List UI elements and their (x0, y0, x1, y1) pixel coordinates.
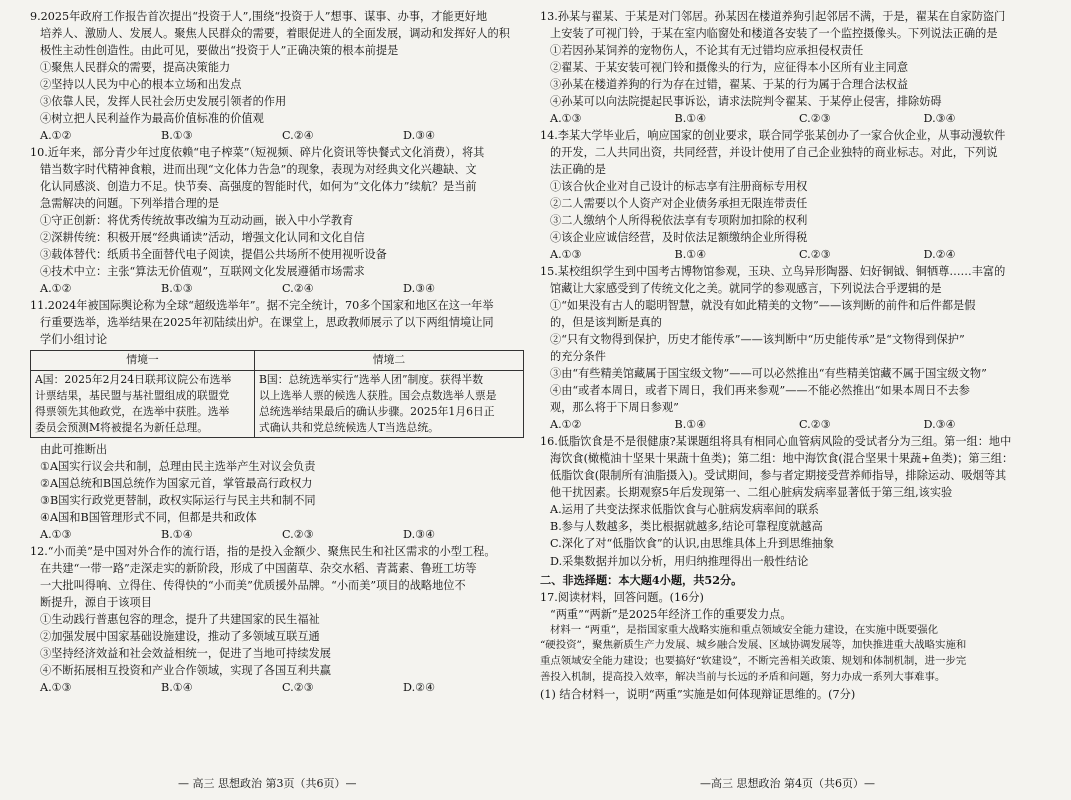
q13-option-c: C.②③ (799, 112, 831, 126)
q11-statement: ①A国实行议会共和制，总理由民主选举产生对议会负责 (40, 460, 316, 474)
q15-stem-line: 15.某校组织学生到中国考古博物馆参观，玉玦、立鸟异形陶器、妇好铜钺、铜牺尊……丰富的 (540, 265, 1006, 279)
q16-option: C.深化了对“低脂饮食”的认识,由思维具体上升到思维抽象 (550, 537, 835, 551)
q10-stem-line: 10.近年来，部分青少年过度依赖“电子榨菜”（短视频、碎片化资讯等快餐式文化消费），将其 (30, 146, 485, 160)
q15-statement: 的，但是该判断是真的 (550, 316, 662, 330)
scenario-2-line: 式确认共和党总统候选人T当选总统。 (258, 421, 439, 435)
q14-stem-line: 法正确的是 (550, 163, 606, 177)
q15-statement: ②“只有文物得到保护，历史才能传承”——该判断中“历史能传承”是“文物得到保护” (550, 333, 965, 347)
question-13 (540, 8, 1048, 127)
q15-option-c: C.②③ (799, 418, 831, 432)
q15-stem-line: 馆藏让大家感受到了传统文化之美。就同学的参观感言，下列说法合乎逻辑的是 (550, 282, 942, 296)
q10-options (30, 280, 524, 297)
q17-subquestion-1: (1) 结合材料一，说明“两重”实施是如何体现辩证思维的。(7分) (540, 687, 856, 701)
q11-option-d: D.③④ (403, 528, 436, 542)
q12-stem-line: 在共建“一带一路”走深走实的新阶段，形成了中国菌草、杂交水稻、青蒿素、鲁班工坊等 (40, 562, 477, 576)
question-16 (540, 433, 1048, 569)
q15-statement: ④由“或者本周日，或者下周日，我们再来参观”——不能必然推出“如果本周日不去参 (550, 384, 970, 398)
q12-statement: ④不断拓展相互投资和产业合作领域，实现了各国互利共赢 (40, 664, 331, 678)
q12-option-a: A.①③ (40, 681, 72, 695)
q11-option-a: A.①③ (40, 528, 72, 542)
q16-option: A.运用了共变法探求低脂饮食与心脏病发病率间的联系 (550, 503, 819, 517)
q10-statement: ①守正创新：将优秀传统故事改编为互动动画，嵌入中小学教育 (40, 214, 354, 228)
q9-statement: ①聚焦人民群众的需要，提高决策能力 (40, 61, 231, 75)
q12-option-d: D.②④ (403, 681, 436, 695)
q9-options (30, 127, 524, 144)
q13-option-a: A.①③ (550, 112, 582, 126)
q14-statement: ④该企业应诚信经营，及时依法足额缴纳企业所得税 (550, 231, 808, 245)
question-17 (540, 589, 1048, 703)
q16-option: D.采集数据并加以分析，用归纳推理得出一般性结论 (550, 554, 809, 568)
q9-stem-line: 9.2025年政府工作报告首次提出“投资于人”,围绕“投资于人”想事、谋事、办事，才能更好地 (30, 10, 488, 23)
q12-statement: ③坚持经济效益和社会效益相统一，促进了当地可持续发展 (40, 647, 331, 661)
q16-stem-line: 16.低脂饮食是不是很健康?某课题组将具有相同心血管病风险的受试者分为三组。第一组：地中 (540, 435, 1012, 449)
q13-statement: ②翟某、于某安装可视门铃和摄像头的行为，应征得本小区所有业主同意 (550, 61, 909, 75)
q10-statement: ④技术中立：主张“算法无价值观”，互联网文化发展遵循市场需求 (40, 265, 365, 279)
q17-material-line: “硬投资”，聚焦新质生产力发展、城乡融合发展、区域协调发展等，加快推进重大战略实施和 (540, 639, 967, 652)
scenario-1-line: 得票领先其他政党，在选举中获胜。选举 (35, 404, 230, 418)
q10-option-a: A.①② (40, 282, 72, 296)
q9-option-a: A.①② (40, 129, 72, 143)
q14-options (540, 246, 1048, 263)
scenario-2-header: 情境二 (254, 351, 523, 370)
q15-statement: 观，那么将于下周日参观” (550, 401, 679, 415)
q12-statement: ①生动践行普惠包容的理念，提升了共建国家的民生福祉 (40, 613, 320, 627)
q12-stem-line: 12.“小而美”是中国对外合作的流行语，指的是投入金额少、聚焦民生和社区需求的小型工程。 (30, 545, 496, 559)
q9-statement: ②坚持以人民为中心的根本立场和出发点 (40, 78, 242, 92)
q9-stem-line: 极性主动性创造性。由此可见，要做出“投资于人”正确决策的根本前提是 (40, 44, 399, 58)
q16-stem-line: 海饮食(橄榄油十坚果十果蔬十鱼类)；第二组：地中海饮食(混合坚果十果蔬+鱼类)；第三组： (550, 452, 1014, 466)
q10-option-c: C.②④ (282, 282, 314, 296)
section-2-heading: 二、非选择题：本大题4小题，共52分。 (540, 572, 743, 587)
q11-stem-line: 行重要选举，选举结果在2025年初陆续出炉。在课堂上，思政教师展示了以下两组情境让同 (40, 316, 494, 330)
q10-statement: ②深耕传统：积极开展“经典诵读”活动，增强文化认同和文化自信 (40, 231, 365, 245)
q12-stem-line: 断提升，源自于该项目 (40, 596, 152, 610)
question-15 (540, 263, 1048, 433)
q9-option-d: D.③④ (403, 129, 436, 143)
scenario-1-cell (31, 370, 255, 438)
q10-stem-line: 化认同感淡、创造力不足。快节奏、高强度的智能时代，如何为“文化体力”续航？是当前 (40, 180, 477, 194)
q17-title: 17.阅读材料，回答问题。(16分) (540, 590, 704, 604)
q15-option-a: A.①② (550, 418, 582, 432)
scenario-1-line: A国：2025年2月24日联邦议院公布选举 (35, 372, 232, 386)
q14-statement: ③二人缴纳个人所得税依法享有专项附加扣除的权利 (550, 214, 808, 228)
q15-options (540, 416, 1048, 433)
q11-stem-line: 11.2024年被国际舆论称为全球“超级选举年”。据不完全统计，70多个国家和地区在这一年举 (30, 299, 494, 313)
q11-stem-line: 学们小组讨论 (40, 333, 108, 347)
question-12 (30, 543, 524, 696)
question-10 (30, 144, 524, 297)
question-9 (30, 8, 524, 144)
q9-stem-line: 培养人、激励人、发展人。聚焦人民群众的需要，着眼促进人的全面发展，调动和发挥好人的积 (40, 27, 510, 41)
q11-statement: ③B国实行政党更替制，政权实际运行与民主共和制不同 (40, 494, 316, 508)
q15-statement: ①“如果没有古人的聪明智慧，就没有如此精美的文物”——该判断的前件和后件都是假 (550, 299, 976, 313)
q13-options (540, 110, 1048, 127)
q14-option-c: C.②③ (799, 248, 831, 262)
q10-stem-line: 急需解决的问题。下列举措合理的是 (40, 197, 220, 211)
q14-option-b: B.①④ (674, 248, 707, 262)
q13-stem-line: 13.孙某与翟某、于某是对门邻居。孙某因在楼道养狗引起邻居不满，于是，翟某在自家防盗门 (540, 10, 1006, 23)
q13-option-d: D.③④ (923, 112, 956, 126)
q14-statement: ①该合伙企业对自己设计的标志享有注册商标专用权 (550, 180, 808, 194)
scenario-2-line: 总统选举结果最后的确认步骤。2025年1月6日正 (258, 404, 495, 418)
page-4-footer: —高三 思想政治 第4页（共6页）— (700, 777, 875, 790)
q11-options (30, 526, 524, 543)
q12-options (30, 679, 524, 696)
page-3-footer: — 高三 思想政治 第3页（共6页）— (178, 777, 357, 790)
q10-option-b: B.①③ (161, 282, 193, 296)
scenario-1-header: 情境一 (31, 351, 255, 370)
q12-stem-line: 一大批叫得响、立得住、传得快的“小而美”优质援外品牌。“小而美”项目的战略地位不 (40, 579, 466, 593)
q13-statement: ④孙某可以向法院提起民事诉讼，请求法院判令翟某、于某停止侵害，排除妨碍 (550, 95, 942, 109)
q15-option-d: D.③④ (923, 418, 956, 432)
q10-statement: ③载体替代：纸质书全面替代电子阅读，提倡公共场所不使用视听设备 (40, 248, 387, 262)
q11-option-b: B.①④ (161, 528, 193, 542)
q11-statement: ④A国和B国管理形式不同，但都是共和政体 (40, 511, 257, 525)
q17-material-line: 材料一 “两重”，是指国家重大战略实施和重点领域安全能力建设，在实施中既要强化 (550, 623, 938, 636)
page-3-column (30, 8, 524, 778)
scenario-table (30, 350, 524, 438)
page-4-column (540, 8, 1048, 778)
q16-stem-line: 他干扰因素。长期观察5年后发现第一、二组心脏病发病率显著低于第三组,该实验 (550, 486, 953, 500)
q9-statement: ④树立把人民利益作为最高价值标准的价值观 (40, 112, 264, 126)
q14-stem-line: 的开发，二人共同出资，共同经营，并设计使用了自己企业独特的商业标志。对此，下列说 (550, 146, 998, 160)
scenario-2-cell (254, 370, 523, 438)
q11-lead: 由此可推断出 (40, 443, 108, 457)
q13-stem-line: 上安装了可视门铃，于某在室内临窗处和楼道各安装了一个监控摄像头。下列说法正确的是 (550, 27, 998, 41)
question-11 (30, 297, 524, 543)
q16-stem-line: 低脂饮食(限制所有油脂摄入)。受试期间，参与者定期接受营养师指导，排除运动、吸烟等其 (550, 469, 1007, 483)
q9-option-b: B.①③ (161, 129, 193, 143)
scenario-1-line: 委员会预测M将被提名为新任总理。 (35, 421, 209, 435)
q12-statement: ②加强发展中国家基础设施建设，推动了多领域互联互通 (40, 630, 320, 644)
q10-option-d: D.③④ (403, 282, 436, 296)
scenario-2-line: 以上选举人票的候选人获胜。国会点数选举人票是 (258, 388, 497, 402)
q17-material-line: 善投入机制，提高投入效率，解决当前与长远的矛盾和问题，努力办成一系列大事难事。 (540, 671, 946, 683)
q15-statement: 的充分条件 (550, 350, 606, 364)
q10-stem-line: 错当数字时代精神食粮，进而出现“文化体力告急”的现象，表现为对经典文化兴趣缺、文 (40, 163, 477, 177)
q15-option-b: B.①④ (674, 418, 707, 432)
q9-statement: ③依靠人民，发挥人民社会历史发展引领者的作用 (40, 95, 287, 109)
q13-statement: ③孙某在楼道养狗的行为存在过错，翟某、于某的行为属于合理合法权益 (550, 78, 909, 92)
q16-option: B.参与人数越多，类比根据就越多,结论可靠程度就越高 (550, 520, 823, 534)
q13-statement: ①若因孙某饲养的宠物伤人，不论其有无过错均应承担侵权责任 (550, 44, 864, 58)
q12-option-b: B.①④ (161, 681, 193, 695)
q17-material-line: 重点领域安全能力建设；也要搞好“软建设”，不断完善相关政策、规划和体制机制，进一步完 (540, 655, 967, 668)
q17-intro: “两重”“两新”是2025年经济工作的重要发力点。 (550, 607, 792, 621)
q12-option-c: C.②③ (282, 681, 314, 695)
q11-statement: ②A国总统和B国总统作为国家元首，掌管最高行政权力 (40, 477, 313, 491)
question-14 (540, 127, 1048, 263)
q11-option-c: C.②③ (282, 528, 314, 542)
q9-option-c: C.②④ (282, 129, 314, 143)
scenario-2-line: B国：总统选举实行“选举人团”制度。获得半数 (258, 372, 484, 386)
scenario-1-line: 计票结果，基民盟与基社盟组成的联盟党 (35, 388, 230, 402)
q15-statement: ③由“有些精美馆藏属于国宝级文物”——可以必然推出“有些精美馆藏不属于国宝级文物” (550, 367, 987, 381)
q14-option-a: A.①③ (550, 248, 582, 262)
q14-option-d: D.②④ (923, 248, 956, 262)
q13-option-b: B.①④ (674, 112, 707, 126)
q14-stem-line: 14.李某大学毕业后，响应国家的创业要求，联合同学张某创办了一家合伙企业，从事动漫软件 (540, 129, 1006, 143)
q14-statement: ②二人需要以个人资产对企业债务承担无限连带责任 (550, 197, 808, 211)
